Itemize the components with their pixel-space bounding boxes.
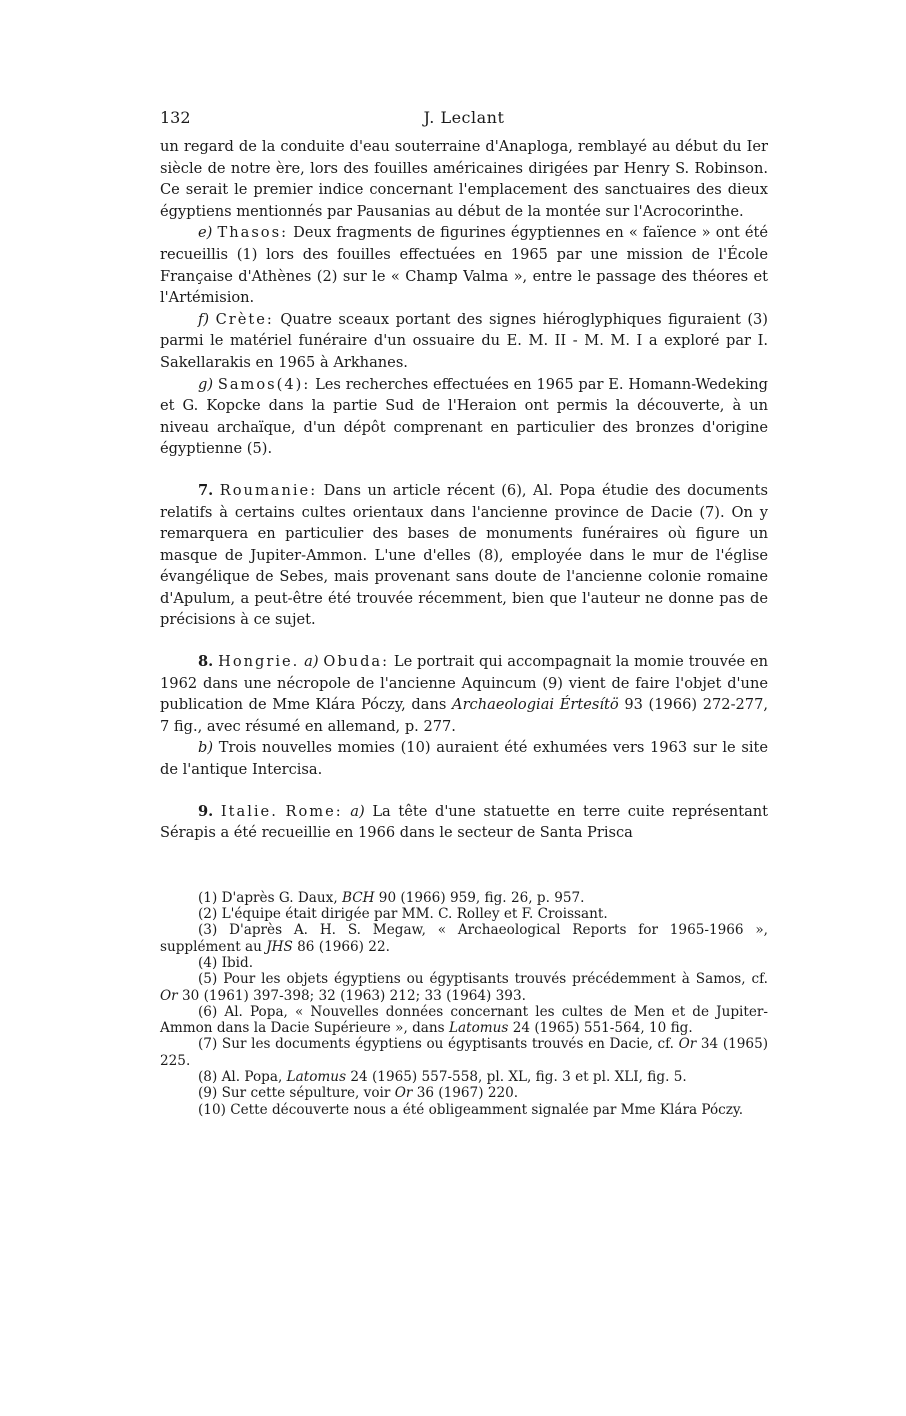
section-hongrie: [160, 651, 768, 737]
footnote-text: Al. Popa,: [221, 1069, 283, 1086]
place-heading: Samos(4):: [217, 375, 311, 393]
paragraph-samos: [160, 374, 768, 460]
journal-abbrev: JHS: [266, 938, 293, 955]
footnote-4: [160, 955, 768, 971]
paragraph-text: Les recherches effectuées en 1965 par E. Homann-Wedeking et G. Kopcke dans la partie Sud de l'Heraion ont permis la découverte, à un niveau archaïque, d'un dépôt comprenant en particulier des bronzes d'origine égyptienne (5).: [160, 375, 769, 458]
footnote-mark: (2): [198, 906, 218, 923]
footnote-8: [160, 1069, 768, 1085]
paragraph-text: 93 (1966) 272-277, 7 fig., avec résumé en allemand, p. 277.: [160, 696, 769, 735]
footnote-mark: (10): [198, 1101, 226, 1118]
item-letter: a): [304, 653, 319, 671]
footnote-text: 34 (1965) 225.: [160, 1036, 769, 1069]
footnote-text: 36 (1967) 220.: [416, 1085, 519, 1102]
footnote-mark: (3): [198, 922, 218, 939]
paragraph-text: Quatre sceaux portant des signes hiéroglyphiques figuraient (3) parmi le matériel funéraire d'un ossuaire du E. M. II - M. M. I a exploré par I. Sakellarakis en 1965 à Arkhanes.: [160, 310, 769, 371]
footnote-1: [160, 890, 768, 906]
section-title: Roumanie:: [219, 481, 318, 499]
footnote-text: 24 (1965) 557-558, pl. XL, fig. 3 et pl. XLI, fig. 5.: [350, 1069, 687, 1086]
footnote-text: 90 (1966) 959, fig. 26, p. 957.: [378, 889, 585, 906]
footnote-text: Ibid.: [221, 955, 254, 971]
footnote-text: Pour les objets égyptiens ou égyptisants trouvés précédemment à Samos, cf.: [223, 971, 768, 988]
paragraph-text: Trois nouvelles momies (10) auraient été exhumées vers 1963 sur le site de l'antique Intercisa.: [160, 739, 769, 779]
place-heading: Crète:: [215, 310, 274, 328]
paragraph-text: Dans un article récent (6), Al. Popa étudie des documents relatifs à certains cultes orientaux dans l'ancienne province de Dacie (7). On y remarquera en particulier des bases de monuments funéraires où figure un masque de Jupiter-Ammon. L'une d'elles (8), employée dans le mur de l'église évangélique de Sebes, mais provenant sans doute de l'ancienne colonie romaine d'Apulum, a peut-être été trouvée récemment, bien que l'auteur ne donne pas de précisions à ce sujet.: [160, 481, 768, 629]
footnote-9: [160, 1085, 768, 1101]
section-number: 8.: [198, 653, 214, 671]
running-head: J. Leclant: [423, 108, 505, 127]
footnote-6: [160, 1004, 768, 1037]
journal-title: Archaeologiai Értesítö: [452, 696, 619, 714]
footnote-mark: (8): [198, 1069, 218, 1086]
footnote-mark: (7): [198, 1036, 218, 1053]
footnote-text: Al. Popa, « Nouvelles données concernant les cultes de Men et de Jupiter-Ammon dans la Dacie Supérieure », dans: [160, 1003, 768, 1037]
footnote-mark: (4): [198, 955, 218, 971]
page-number: 132: [160, 108, 191, 127]
footnote-3: [160, 922, 768, 955]
footnote-text: Cette découverte nous a été obligeamment signalée par Mme Klára Póczy.: [230, 1101, 744, 1118]
item-letter: g): [198, 375, 214, 393]
footnote-2: [160, 906, 768, 922]
page-header: [160, 108, 768, 136]
footnote-text: 86 (1966) 22.: [297, 938, 390, 955]
journal-abbrev: Or: [394, 1085, 413, 1102]
section-title: Hongrie.: [218, 653, 300, 671]
footnote-mark: (6): [198, 1003, 218, 1020]
paragraph-thasos: [160, 222, 768, 308]
journal-abbrev: Or: [160, 987, 178, 1004]
place-heading: Obuda:: [323, 653, 390, 671]
journal-abbrev: Or: [678, 1036, 697, 1053]
paragraph-text: Deux fragments de figurines égyptiennes en « faïence » ont été recueillis (1) lors des fouilles effectuées en 1965 par une mission de l'École Française d'Athènes (2) sur le « Champ Valma », entre le passage des théores et l'Artémision.: [160, 224, 769, 307]
item-letter: a): [350, 802, 365, 820]
journal-abbrev: Latomus: [448, 1020, 509, 1037]
item-letter: b): [198, 739, 214, 757]
paragraph-intercisa: [160, 737, 768, 780]
section-number: 9.: [198, 802, 214, 820]
footnote-mark: (9): [198, 1085, 218, 1102]
footnote-5: [160, 971, 768, 1004]
section-number: 7.: [198, 481, 214, 499]
footnote-text: 24 (1965) 551-564, 10 fig.: [512, 1020, 693, 1037]
paragraph-text: La tête d'une statuette en terre cuite représentant Sérapis a été recueillie en 1966 dans le secteur de Santa Prisca: [160, 802, 769, 842]
footnote-mark: (5): [198, 971, 218, 988]
footnote-text: L'équipe était dirigée par MM. C. Rolley et F. Croissant.: [221, 906, 608, 923]
body-text: [160, 136, 768, 844]
paragraph-crete: [160, 309, 768, 374]
footnote-text: D'après A. H. S. Megaw, « Archaeological Reports for 1965-1966 », supplément au: [160, 922, 769, 955]
place-heading: Rome:: [285, 802, 343, 820]
journal-abbrev: BCH: [341, 889, 375, 906]
document-page: [160, 108, 768, 1118]
section-italie: [160, 801, 768, 844]
footnotes: [160, 890, 768, 1118]
footnote-text: Sur cette sépulture, voir: [221, 1085, 391, 1102]
paragraph-text: Le portrait qui accompagnait la momie trouvée en 1962 dans une nécropole de l'ancienne Aquincum (9) vient de faire l'objet d'une publication de Mme Klára Póczy, dans: [160, 653, 769, 714]
footnote-mark: (1): [198, 889, 218, 906]
footnote-10: [160, 1102, 768, 1118]
journal-abbrev: Latomus: [286, 1069, 347, 1086]
section-title: Italie.: [220, 802, 278, 820]
footnote-7: [160, 1036, 768, 1069]
section-roumanie: [160, 480, 768, 631]
item-letter: e): [198, 224, 213, 242]
footnote-text: Sur les documents égyptiens ou égyptisants trouvés en Dacie, cf.: [221, 1036, 674, 1053]
footnote-text: D'après G. Daux,: [221, 889, 338, 906]
place-heading: Thasos:: [217, 224, 288, 242]
footnote-text: 30 (1961) 397-398; 32 (1963) 212; 33 (1964) 393.: [181, 987, 526, 1004]
item-letter: f): [198, 310, 210, 328]
paragraph-corinth: un regard de la conduite d'eau souterraine d'Anaploga, remblayé au début du Ier siècle de notre ère, lors des fouilles américaines dirigées par Henry S. Robinson. Ce serait le premier indice concernant l'emplacement des sanctuaires des dieux égyptiens mentionnés par Pausanias au début de la montée sur l'Acrocorinthe.: [160, 138, 768, 220]
